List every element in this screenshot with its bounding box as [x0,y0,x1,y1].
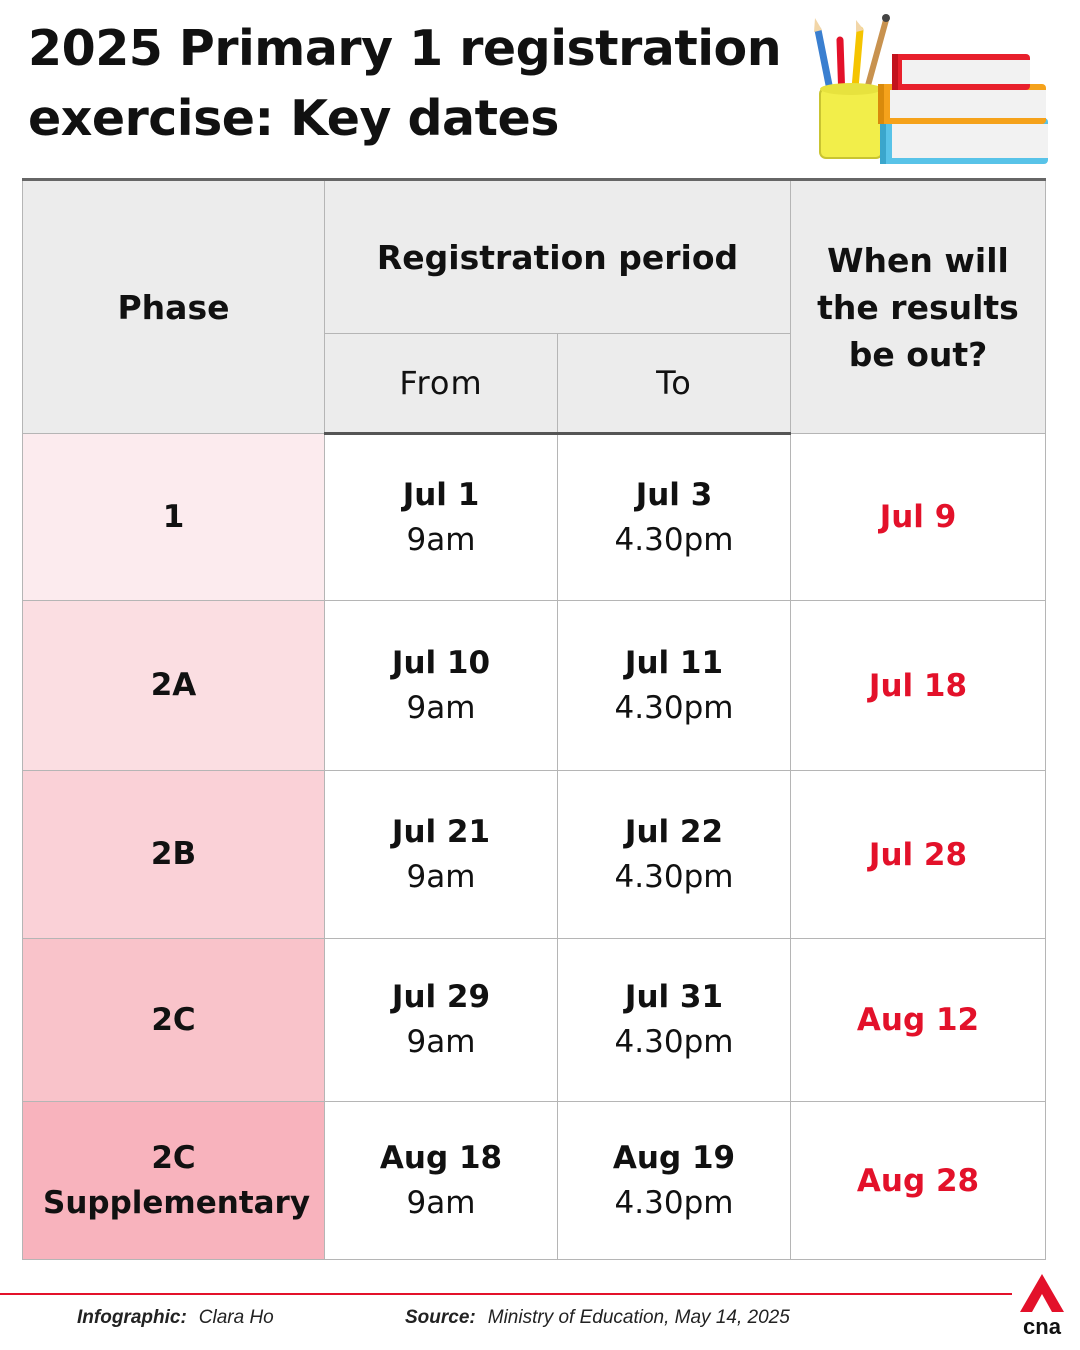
registration-period-header: Registration period [325,180,791,334]
source-label: Source: [405,1307,476,1328]
from-cell [325,1102,558,1260]
to-date: Aug 19 [612,1139,736,1176]
to-cell [558,434,791,601]
from-cell [325,601,558,771]
from-date: Jul 10 [391,644,491,681]
phase-cell: 2C Supplementary [23,1102,325,1260]
results-date: Jul 28 [791,771,1046,939]
to-cell [558,939,791,1102]
source-value: Ministry of Education, May 14, 2025 [487,1307,790,1328]
to-cell [558,1102,791,1260]
infographic-author: Clara Ho [198,1307,274,1328]
from-time: 9am [406,689,476,726]
key-dates-table [22,178,1046,1260]
table-row [23,771,1046,939]
pencil-cup-and-books-icon [810,8,1060,173]
from-cell [325,434,558,601]
results-date: Aug 12 [791,939,1046,1102]
to-date: Jul 22 [624,813,724,850]
book-stack-icon [878,54,1048,164]
infographic-label: Infographic: [77,1307,187,1328]
to-cell [558,771,791,939]
to-time: 4.30pm [614,1184,734,1221]
to-time: 4.30pm [614,689,734,726]
table-row [23,1102,1046,1260]
from-cell [325,771,558,939]
from-time: 9am [406,521,476,558]
to-time: 4.30pm [614,858,734,895]
from-date: Jul 29 [391,979,491,1015]
to-header: To [558,334,791,434]
source-credit [405,1307,790,1329]
results-date: Jul 18 [791,601,1046,771]
phase-cell: 2C [23,939,325,1102]
results-header: When will the results be out? [791,180,1046,434]
from-time: 9am [406,1024,476,1060]
to-cell [558,601,791,771]
page-title: 2025 Primary 1 registration exercise: Key dates [28,20,782,147]
from-cell [325,939,558,1102]
infographic-credit [77,1307,274,1329]
results-date: Jul 9 [791,434,1046,601]
from-date: Jul 21 [391,813,491,850]
phase-cell: 2A [23,601,325,771]
cna-logo-text: cna [1023,1314,1061,1338]
cna-logo [1012,1272,1072,1338]
table-row [23,434,1046,601]
to-time: 4.30pm [614,521,734,558]
from-time: 9am [406,858,476,895]
table-row [23,601,1046,771]
footer-rule [0,1293,1012,1295]
to-time: 4.30pm [614,1024,734,1060]
to-date: Jul 31 [624,979,724,1015]
to-date: Jul 3 [635,476,713,513]
from-time: 9am [406,1184,476,1221]
phase-header: Phase [23,180,325,434]
phase-cell: 2B [23,771,325,939]
table-body [23,434,1046,1260]
table-row [23,939,1046,1102]
from-header: From [325,334,558,434]
from-date: Aug 18 [379,1139,503,1176]
phase-cell: 1 [23,434,325,601]
from-date: Jul 1 [402,476,480,513]
to-date: Jul 11 [624,644,724,681]
results-date: Aug 28 [791,1102,1046,1260]
